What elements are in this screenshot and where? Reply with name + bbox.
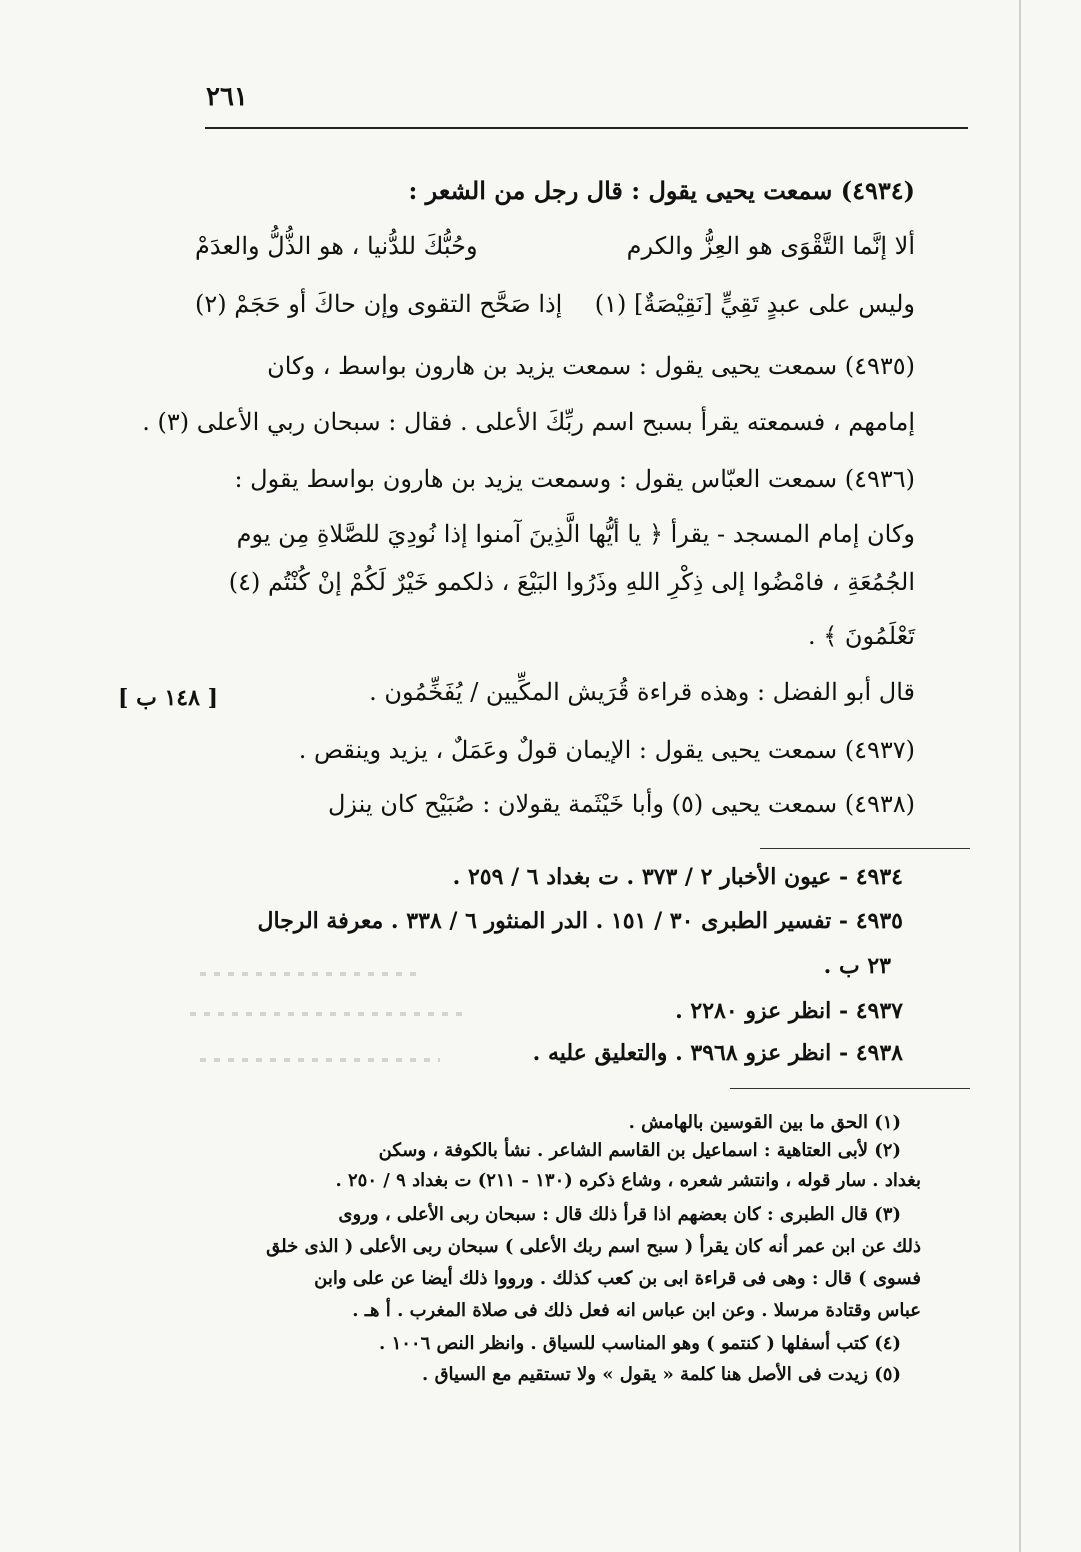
poem-verse-1-second-hemistich: وحُبُّكَ للدُّنيا ، هو الذُّلُّ والعدَمْ (195, 232, 478, 260)
page-edge (1019, 0, 1021, 1552)
entry-4938: (٤٩٣٨) سمعت يحيى (٥) وأبا خَيْثَمة يقولان : صُبَيْح كان ينزل (327, 790, 915, 818)
entry-4935-line-1: (٤٩٣٥) سمعت يحيى يقول : سمعت يزيد بن هارون بواسط ، وكان (267, 352, 915, 380)
footnote-3-line-2: ذلك عن ابن عمر أنه كان يقرأ ( سبح اسم ربك الأعلى ) سبحان ربى الأعلى ( الذى خلق (266, 1236, 921, 1257)
poem-verse-2-first-hemistich: وليس على عبدٍ تَقِيٍّ [نَقِيْصَةٌ] (١) (594, 290, 915, 318)
entry-4936-line-3: الجُمُعَةِ ، فامْضُوا إلى ذِكْرِ اللهِ وذَرُوا البَيْعَ ، ذلكمو خَيْرٌ لَكُمْ إنْ كُنْتُم (٤) (228, 568, 915, 596)
poem-verse-1-first-hemistich: ألا إنَّما التَّقْوَى هو العِزُّ والكرم (626, 232, 915, 260)
abu-al-fadl-note: قال أبو الفضل : وهذه قراءة قُرَيش المكِّيين / يُفَخِّمُون . (369, 678, 915, 706)
entry-4936-line-4: تَعْلَمُونَ ﴾ . (807, 622, 915, 650)
header-rule (205, 127, 968, 129)
poem-verse-2 (195, 290, 915, 330)
source-4935: ٤٩٣٥ - تفسير الطبرى ٣٠ / ١٥١ . الدر المنثور ٦ / ٣٣٨ . معرفة الرجال (257, 908, 903, 934)
source-4937: ٤٩٣٧ - انظر عزو ٢٢٨٠ . (675, 998, 903, 1024)
scan-noise (200, 972, 420, 976)
footnote-2-line-1: (٢) لأبى العتاهية : اسماعيل بن القاسم الشاعر . نشأ بالكوفة ، وسكن (378, 1140, 901, 1161)
entry-4936-line-1: (٤٩٣٦) سمعت العبّاس يقول : وسمعت يزيد بن هارون بواسط يقول : (234, 465, 915, 493)
entry-4935-line-2: إمامهم ، فسمعته يقرأ بسبح اسم ربِّكَ الأعلى . فقال : سبحان ربي الأعلى (٣) . (142, 408, 915, 436)
footnote-5: (٥) زيدت فى الأصل هنا كلمة « يقول » ولا تستقيم مع السياق . (422, 1364, 901, 1385)
entry-4934-intro: (٤٩٣٤) سمعت يحيى يقول : قال رجل من الشعر : (408, 176, 915, 205)
entry-4936-line-2: وكان إمام المسجد - يقرأ ﴿ يا أيُّها الَّذِينَ آمنوا إذا نُودِيَ للصَّلاةِ مِن يوم (236, 520, 915, 548)
source-4938: ٤٩٣٨ - انظر عزو ٣٩٦٨ . والتعليق عليه . (532, 1040, 903, 1066)
poem-verse-1 (195, 232, 915, 272)
footnote-3-line-4: عباس وقتادة مرسلا . وعن ابن عباس انه فعل ذلك فى صلاة المغرب . أ هـ . (352, 1300, 921, 1321)
scan-noise (190, 1012, 470, 1016)
entry-4937: (٤٩٣٧) سمعت يحيى يقول : الإيمان قولٌ وعَمَلٌ ، يزيد وينقص . (298, 736, 915, 764)
page-number: ٢٦١ (206, 82, 248, 112)
sources-divider (760, 848, 970, 849)
footnote-4: (٤) كتب أسفلها ( كنتمو ) وهو المناسب للسياق . وانظر النص ١٠٠٦ . (379, 1333, 901, 1354)
scan-noise (200, 1058, 440, 1062)
footnote-2-line-2: بغداد . سار قوله ، وانتشر شعره ، وشاع ذكره (١٣٠ - ٢١١) ت بغداد ٩ / ٢٥٠ . (335, 1170, 921, 1191)
poem-verse-2-second-hemistich: إذا صَحَّح التقوى وإن حاكَ أو حَجَمْ (٢) (195, 290, 563, 318)
footnotes-divider (730, 1088, 970, 1089)
source-4935-cont: ٢٣ ب . (823, 953, 891, 979)
footnote-3-line-3: فسوى ) قال : وهى فى قراءة ابى بن كعب كذلك . ورووا ذلك أيضا عن على وابن (314, 1268, 921, 1289)
source-4934: ٤٩٣٤ - عيون الأخبار ٢ / ٣٧٣ . ت بغداد ٦ / ٢٥٩ . (452, 864, 903, 890)
margin-folio-reference: [ ١٤٨ ب ] (118, 685, 218, 711)
footnote-3-line-1: (٣) قال الطبرى : كان بعضهم اذا قرأ ذلك قال : سبحان ربى الأعلى ، وروى (338, 1204, 901, 1225)
footnote-1: (١) الحق ما بين القوسين بالهامش . (628, 1112, 901, 1133)
